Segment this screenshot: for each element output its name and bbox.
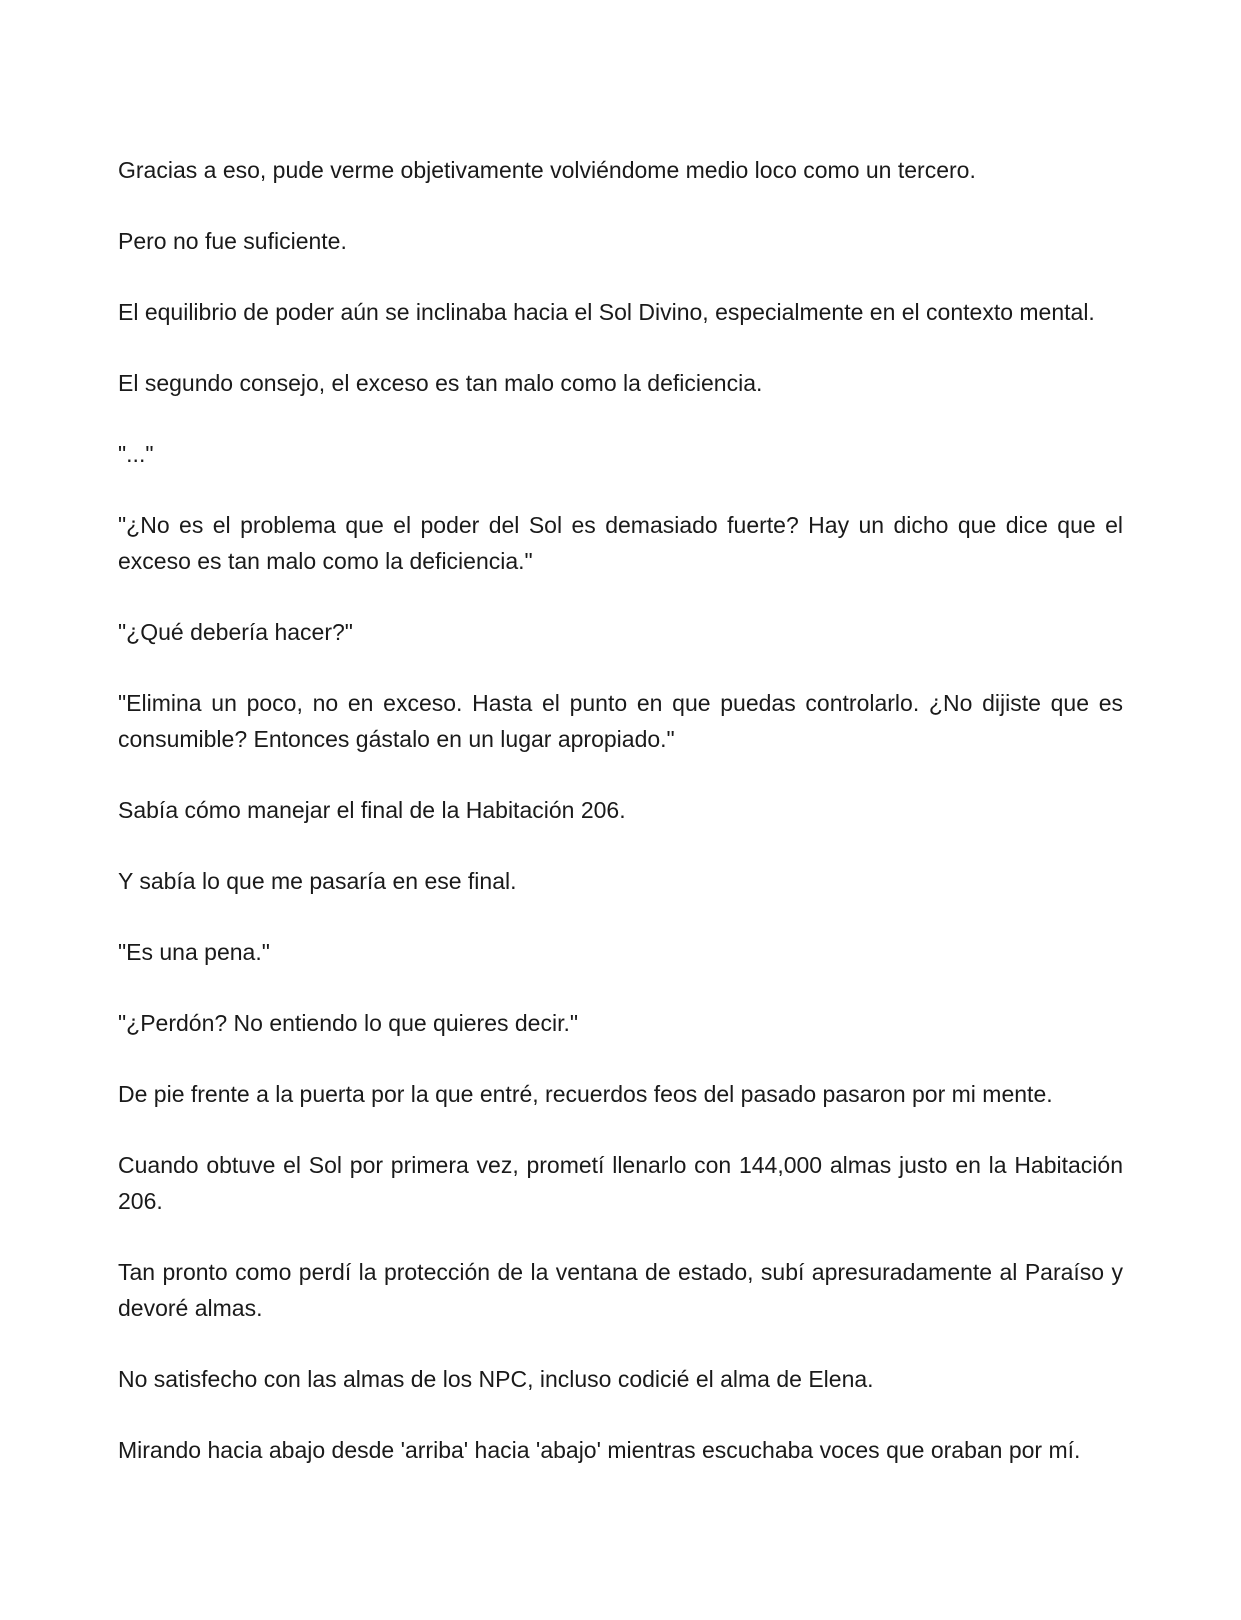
paragraph-3: El equilibrio de poder aún se inclinaba hacia el Sol Divino, especialmente en el contexto mental. bbox=[118, 299, 1095, 325]
paragraph-13: De pie frente a la puerta por la que entré, recuerdos feos del pasado pasaron por mi mente. bbox=[118, 1081, 1053, 1107]
paragraph-7: "¿Qué debería hacer?" bbox=[118, 619, 353, 645]
paragraph-9: Sabía cómo manejar el final de la Habitación 206. bbox=[118, 797, 626, 823]
document-body bbox=[118, 152, 1123, 1503]
paragraph-12: "¿Perdón? No entiendo lo que quieres decir." bbox=[118, 1010, 579, 1036]
paragraph-17: Mirando hacia abajo desde 'arriba' hacia 'abajo' mientras escuchaba voces que oraban por mí. bbox=[118, 1437, 1081, 1463]
paragraph-10: Y sabía lo que me pasaría en ese final. bbox=[118, 868, 517, 894]
paragraph-8: "Elimina un poco, no en exceso. Hasta el punto en que puedas controlarlo. ¿No dijiste que es consumible? Entonces gástalo en un lugar apropiado." bbox=[118, 690, 1123, 752]
paragraph-1: Gracias a eso, pude verme objetivamente volviéndome medio loco como un tercero. bbox=[118, 157, 976, 183]
paragraph-14: Cuando obtuve el Sol por primera vez, prometí llenarlo con 144,000 almas justo en la Habitación 206. bbox=[118, 1152, 1123, 1214]
paragraph-4: El segundo consejo, el exceso es tan malo como la deficiencia. bbox=[118, 370, 763, 396]
paragraph-16: No satisfecho con las almas de los NPC, incluso codicié el alma de Elena. bbox=[118, 1366, 874, 1392]
paragraph-6: "¿No es el problema que el poder del Sol es demasiado fuerte? Hay un dicho que dice que el exceso es tan malo como la deficiencia." bbox=[118, 512, 1123, 574]
paragraph-11: "Es una pena." bbox=[118, 939, 270, 965]
paragraph-5: "..." bbox=[118, 441, 154, 467]
paragraph-2: Pero no fue suficiente. bbox=[118, 228, 347, 254]
paragraph-15: Tan pronto como perdí la protección de la ventana de estado, subí apresuradamente al Paraíso y devoré almas. bbox=[118, 1259, 1123, 1321]
